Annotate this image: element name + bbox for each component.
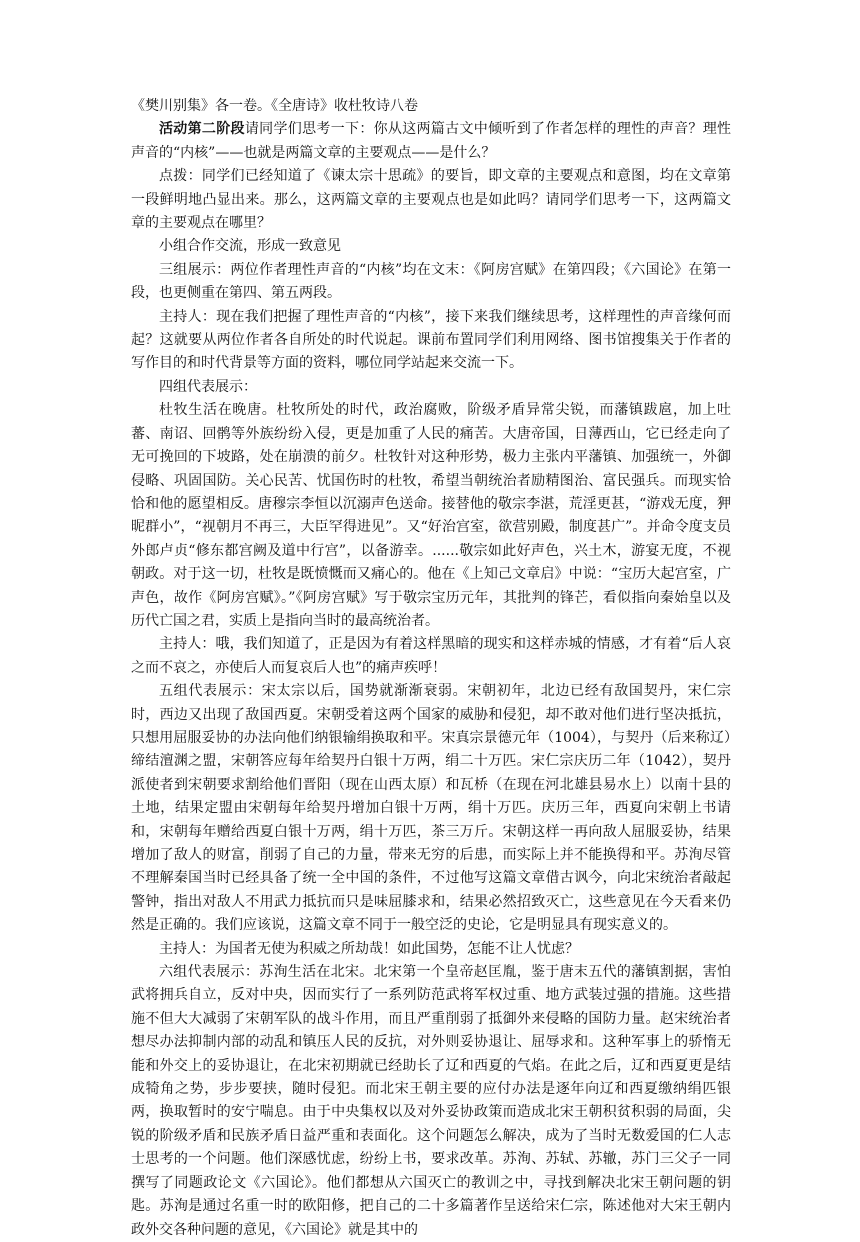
paragraph-group-six: 六组代表展示：苏洵生活在北宋。北宋第一个皇帝赵匡胤，鉴于唐末五代的藩镇割据，害怕武将拥兵自立，反对中央，因而实行了一系列防范武将军权过重、地方武装过强的措施。这些措施不但大大减弱了宋朝军队的战斗作用，而且严重削弱了抵御外来侵略的国防力量。赵宋统治者想尽办法抑制内部的动乱和镇压人民的反抗，对外则妥协退让、屈辱求和。这种军事上的骄惰无能和外交上的妥协退让，在北宋初期就已经助长了辽和西夏的气焰。在此之后，辽和西夏更是结成犄角之势，步步要挟，随时侵犯。而北宋王朝主要的应付办法是逐年向辽和西夏缴纳绢匹银两，换取暂时的安宁喘息。由于中央集权以及对外妥协政策而造成北宋王朝积贫积弱的局面，尖锐的阶级矛盾和民族矛盾日益严重和表面化。这个问题怎么解决，成为了当时无数爱国的仁人志士思考的一个问题。他们深感忧虑，纷纷上书，要求改革。苏洵、苏轼、苏辙，苏门三父子一同撰写了同题政论文《六国论》。他们都想从六国灭亡的教训之中，寻找到解决北宋王朝问题的钥匙。苏洵是通过名重一时的欧阳修，把自己的二十多篇著作呈送给宋仁宗，陈述他对大宋王朝内政外交各种问题的意见，《六国论》就是其中的 xyxy=(131,964,731,1238)
paragraph-hint: 点拨：同学们已经知道了《谏太宗十思疏》的要旨，即文章的主要观点和意图，均在文章第一段鲜明地凸显出来。那么，这两篇文章的主要观点也是如此吗？请同学们思考一下，这两篇文章的主要观点在哪里？ xyxy=(131,168,731,232)
paragraph-group-discussion: 小组合作交流，形成一致意见 xyxy=(159,238,341,255)
paragraph-host-1: 主持人：现在我们把握了理性声音的“内核”，接下来我们继续思考，这样理性的声音缘何而起？这就要从两位作者各自所处的时代说起。课前布置同学们利用网络、图书馆搜集关于作者的写作目的和时代背景等方面的资料，哪位同学站起来交流一下。 xyxy=(131,308,731,372)
paragraph-host-2: 主持人：哦，我们知道了，正是因为有着这样黑暗的现实和这样赤城的情感，才有着“后人哀之而不哀之，亦使后人而复哀后人也”的痛声疾呼！ xyxy=(131,636,731,676)
paragraph-group-five: 五组代表展示：宋太宗以后，国势就渐渐衰弱。宋朝初年，北边已经有敌国契丹，宋仁宗时，西边又出现了敌国西夏。宋朝受着这两个国家的威胁和侵犯，却不敢对他们进行坚决抵抗，只想用屈服妥协的办法向他们纳银输绢换取和平。宋真宗景德元年（1004），与契丹（后来称辽）缔结澶渊之盟，宋朝答应每年给契丹白银十万两，绢二十万匹。宋仁宗庆历二年（1042），契丹派使者到宋朝要求割给他们晋阳（现在山西太原）和瓦桥（在现在河北雄县易水上）以南十县的土地，结果定盟由宋朝每年给契丹增加白银十万两，绢十万匹。庆历三年，西夏向宋朝上书请和，宋朝每年赠给西夏白银十万两，绢十万匹，茶三万斤。宋朝这样一再向敌人屈服妥协，结果增加了敌人的财富，削弱了自己的力量，带来无穷的后患，而实际上并不能换得和平。苏洵尽管不理解秦国当时已经具备了统一全中国的条件，不过他写这篇文章借古讽今，向北宋统治者敲起警钟，指出对敌人不用武力抵抗而只是味屈膝求和，结果必然招致灭亡，这些意见在今天看来仍然是正确的。我们应该说，这篇文章不同于一般空泛的史论，它是明显具有现实意义的。 xyxy=(131,683,731,934)
paragraph-book-volumes: 《樊川别集》各一卷。《全唐诗》收杜牧诗八卷 xyxy=(131,98,418,114)
document-page xyxy=(131,95,731,1242)
activity-stage-heading: 活动第二阶段 xyxy=(159,121,245,138)
paragraph-host-3: 主持人：为国者无使为积威之所劫哉！如此国势，怎能不让人忧虑？ xyxy=(159,940,579,957)
paragraph-activity-stage-two xyxy=(131,118,731,165)
activity-stage-text: 请同学们思考一下：你从这两篇古文中倾听到了作者怎样的理性的声音？理性声音的“内核”——也就是两篇文章的主要观点——是什么？ xyxy=(131,121,732,161)
paragraph-group-three: 三组展示：两位作者理性声音的“内核”均在文末：《阿房宫赋》在第四段；《六国论》在第一段，也更侧重在第四、第五两段。 xyxy=(131,261,731,302)
paragraph-du-mu: 杜牧生活在晚唐。杜牧所处的时代，政治腐败，阶级矛盾异常尖锐，而藩镇跋扈，加上吐蕃、南诏、回鹘等外族纷纷入侵，更是加重了人民的痛苦。大唐帝国，日薄西山，它已经走向了无可挽回的下坡路，处在崩溃的前夕。杜牧针对这种形势，极力主张内平藩镇、加强统一，外御侵略、巩固国防。关心民苦、忧国伤时的杜牧，希望当朝统治者励精图治、富民强兵。而现实恰恰和他的愿望相反。唐穆宗李恒以沉溺声色送命。接替他的敬宗李湛，荒淫更甚，“游戏无度，狎昵群小”，“视朝月不再三，大臣罕得进见”。又“好治宫室，欲营别殿，制度甚广”。并命令度支员外郎卢贞“修东都宫阙及道中行宫”，以备游幸。......敬宗如此好声色，兴土木，游宴无度，不视朝政。对于这一切，杜牧是既愤慨而又痛心的。他在《上知己文章启》中说：“宝历大起宫室，广声色，故作《阿房宫赋》。”《阿房宫赋》写于敬宗宝历元年，其批判的锋芒，看似指向秦始皇以及历代亡国之君，实质上是指向当时的最高统治者。 xyxy=(131,402,731,629)
paragraph-group-four-label: 四组代表展示： xyxy=(159,378,257,395)
